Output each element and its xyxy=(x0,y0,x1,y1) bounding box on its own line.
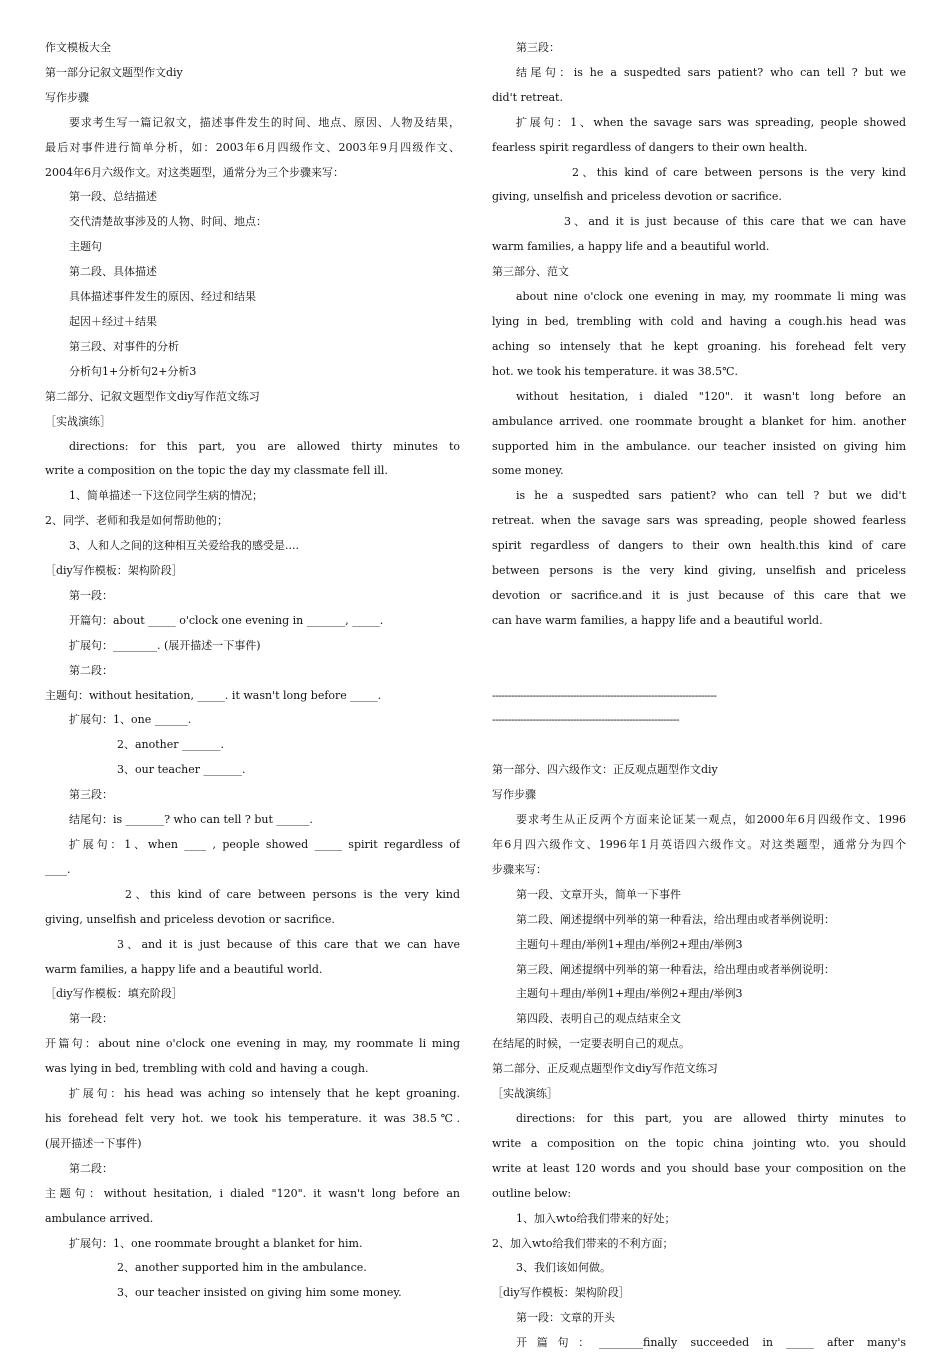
text-line: 第三部分、范文 xyxy=(492,265,569,279)
separator-line: ------------------------------------------------------------ xyxy=(492,713,680,727)
text-line: 第二段： xyxy=(69,1161,113,1175)
text-line xyxy=(492,659,906,684)
text-line: 第三段、阐述提纲中列举的第一种看法，给出理由或者举例说明： xyxy=(516,962,835,976)
text-line: ［diy写作模板：架构阶段］ xyxy=(45,564,183,578)
text-line: his forehead felt very hot. we took his temperature. it was 38.5℃. xyxy=(45,1111,460,1125)
text-line: directions: for this part, you are allowed thirty minutes to xyxy=(516,1111,906,1125)
text-line: 要求考生写一篇记叙文，描述事件发生的时间、地点、原因、人物及结果， xyxy=(69,115,460,129)
text-line: ［实战演练］ xyxy=(492,1087,558,1101)
left-column xyxy=(45,36,460,1306)
text-line: ［diy写作模板：架构阶段］ xyxy=(492,1286,630,1300)
text-line: 1、加入wto给我们带来的好处； xyxy=(516,1211,676,1225)
text-line: 主题句：without hesitation, i dialed "120". it wasn't long before an xyxy=(45,1186,460,1200)
text-line: 2、another _______. xyxy=(117,738,225,752)
text-line: 起因＋经过＋结果 xyxy=(69,314,157,328)
text-line: spirit regardless of dangers to their own health.this kind of care xyxy=(492,539,906,553)
text-line: 写作步骤 xyxy=(45,90,89,104)
text-line: 扩展句：1、when the savage sars was spreading, people showed xyxy=(516,115,906,129)
text-line: aching so intensely that he kept groaning. his forehead felt very xyxy=(492,339,906,353)
text-line: outline below: xyxy=(492,1186,572,1200)
text-line: supported him in the ambulance. our teacher insisted on giving him xyxy=(492,439,906,453)
text-line: 第一段、总结描述 xyxy=(69,190,157,204)
text-line: ambulance arrived. one roommate brought a blanket for him. another xyxy=(492,414,906,428)
text-line: 第三段、对事件的分析 xyxy=(69,339,179,353)
text-line: 3、and it is just because of this care that we can have xyxy=(117,937,460,951)
text-line: 第二部分、记叙文题型作文diy写作范文练习 xyxy=(45,389,260,403)
text-line: 写作步骤 xyxy=(492,788,536,802)
text-line: 2、同学、老师和我是如何帮助他的； xyxy=(45,514,228,528)
text-line: directions: for this part, you are allowed thirty minutes to xyxy=(69,439,460,453)
text-line: 第一段：文章的开头 xyxy=(516,1311,615,1325)
text-line: can have warm families, a happy life and a beautiful world. xyxy=(492,613,823,627)
right-column xyxy=(492,36,906,1356)
text-line: lying in bed, trembling with cold and having a cough.his head was xyxy=(492,314,906,328)
text-line: write a composition on the topic china jointing wto. you should xyxy=(492,1136,906,1150)
text-line: 主题句 xyxy=(69,240,102,254)
text-line: 第一段： xyxy=(69,1012,113,1026)
text-line: 2、this kind of care between persons is the very kind xyxy=(572,165,906,179)
text-line: ［diy写作模板：填充阶段］ xyxy=(45,987,183,1001)
text-line: 步骤来写： xyxy=(492,862,547,876)
text-line: 开篇句：________finally succeeded in _____ after many's xyxy=(516,1336,906,1350)
text-line: 结尾句：is he a suspedted sars patient? who can tell ? but we xyxy=(516,65,906,79)
text-line: 扩展句：his head was aching so intensely that he kept groaning. xyxy=(69,1087,460,1101)
text-line: ［实战演练］ xyxy=(45,414,111,428)
text-line: giving, unselfish and priceless devotion or sacrifice. xyxy=(45,912,335,926)
text-line: 3、我们该如何做。 xyxy=(516,1261,611,1275)
text-line: 主题句＋理由/举例1+理由/举例2+理由/举例3 xyxy=(516,937,743,951)
text-line: 扩展句：1、one ______. xyxy=(69,713,192,727)
text-line: 3、our teacher _______. xyxy=(117,763,246,777)
text-line: 2004年6月六级作文。对这类题型，通常分为三个步骤来写： xyxy=(45,165,344,179)
text-line: 交代清楚故事涉及的人物、时间、地点： xyxy=(69,215,267,229)
text-line: 3、人和人之间的这种相互关爱给我的感受是.... xyxy=(69,539,299,553)
text-line: did't retreat. xyxy=(492,90,563,104)
text-line: 第二段： xyxy=(69,663,113,677)
text-line: some money. xyxy=(492,464,564,478)
text-line: 3、our teacher insisted on giving him some money. xyxy=(117,1286,402,1300)
text-line: 第二段、阐述提纲中列举的第一种看法，给出理由或者举例说明： xyxy=(516,912,835,926)
text-line: giving, unselfish and priceless devotion or sacrifice. xyxy=(492,190,782,204)
text-line: 第一段、文章开头，简单一下事件 xyxy=(516,887,681,901)
text-line: 第四段、表明自己的观点结束全文 xyxy=(516,1012,681,1026)
text-line: 第一部分记叙文题型作文diy xyxy=(45,65,183,79)
text-line: 主题句：without hesitation, _____. it wasn't long before _____. xyxy=(45,688,382,702)
text-line: between persons is the very kind giving, unselfish and priceless xyxy=(492,564,906,578)
text-line: 2、another supported him in the ambulance. xyxy=(117,1261,367,1275)
text-line: write a composition on the topic the day my classmate fell ill. xyxy=(45,464,388,478)
text-line: 分析句1+分析句2+分析3 xyxy=(69,364,197,378)
text-line: hot. we took his temperature. it was 38.5℃. xyxy=(492,364,738,378)
text-line: 第一部分、四六级作文：正反观点题型作文diy xyxy=(492,763,718,777)
text-line: write at least 120 words and you should base your composition on the xyxy=(492,1161,906,1175)
text-line: 2、this kind of care between persons is the very kind xyxy=(125,887,460,901)
text-line: 第一段： xyxy=(69,588,113,602)
text-line: warm families, a happy life and a beautiful world. xyxy=(45,962,323,976)
text-line: 最后对事件进行简单分析，如：2003年6月四级作文、2003年9月四级作文、 xyxy=(45,140,460,154)
text-line: devotion or sacrifice.and it is just because of this care that we xyxy=(492,588,906,602)
text-line: 扩展句：________. (展开描述一下事件) xyxy=(69,638,261,652)
text-line: 在结尾的时候，一定要表明自己的观点。 xyxy=(492,1037,690,1051)
text-line: 开篇句：about _____ o'clock one evening in _______, _____. xyxy=(69,613,384,627)
text-line xyxy=(492,634,906,659)
text-line: 第三段： xyxy=(69,788,113,802)
text-line: was lying in bed, trembling with cold and having a cough. xyxy=(45,1062,369,1076)
text-line: ____. xyxy=(45,862,71,876)
text-line: 开篇句：about nine o'clock one evening in may, my roommate li ming xyxy=(45,1037,460,1051)
text-line: 主题句＋理由/举例1+理由/举例2+理由/举例3 xyxy=(516,987,743,1001)
text-line: 年6月四六级作文、1996年1月英语四六级作文。对这类题型，通常分为四个 xyxy=(492,838,906,851)
text-line: 扩展句：1、when ____ , people showed _____ spirit regardless of xyxy=(69,838,460,851)
text-line xyxy=(492,733,906,758)
text-line: 第二部分、正反观点题型作文diy写作范文练习 xyxy=(492,1062,718,1076)
text-line: is he a suspedted sars patient? who can tell ? but we did't xyxy=(516,489,906,503)
text-line: 作文模板大全 xyxy=(45,41,111,54)
text-line: ambulance arrived. xyxy=(45,1211,154,1225)
text-line: 1、简单描述一下这位同学生病的情况； xyxy=(69,489,263,503)
text-line: without hesitation, i dialed "120". it wasn't long before an xyxy=(516,389,906,403)
text-line: fearless spirit regardless of dangers to their own health. xyxy=(492,140,808,154)
text-line: (展开描述一下事件) xyxy=(45,1136,142,1150)
text-line: 第三段： xyxy=(516,41,560,54)
separator-line: ------------------------------------------------------------------------ xyxy=(492,688,717,702)
text-line: warm families, a happy life and a beautiful world. xyxy=(492,240,770,254)
text-line: 3、and it is just because of this care that we can have xyxy=(564,215,906,229)
text-line: 要求考生从正反两个方面来论证某一观点，如2000年6月四级作文、1996 xyxy=(516,813,906,827)
text-line: about nine o'clock one evening in may, my roommate li ming was xyxy=(516,290,906,304)
text-line: 扩展句：1、one roommate brought a blanket for him. xyxy=(69,1236,363,1250)
text-line: 第二段、具体描述 xyxy=(69,265,157,279)
text-line: retreat. when the savage sars was spreading, people showed fearless xyxy=(492,514,906,528)
text-line: 2、加入wto给我们带来的不利方面； xyxy=(492,1236,674,1250)
text-line: 结尾句：is _______? who can tell ? but ______. xyxy=(69,813,313,827)
text-line: 具体描述事件发生的原因、经过和结果 xyxy=(69,290,256,304)
